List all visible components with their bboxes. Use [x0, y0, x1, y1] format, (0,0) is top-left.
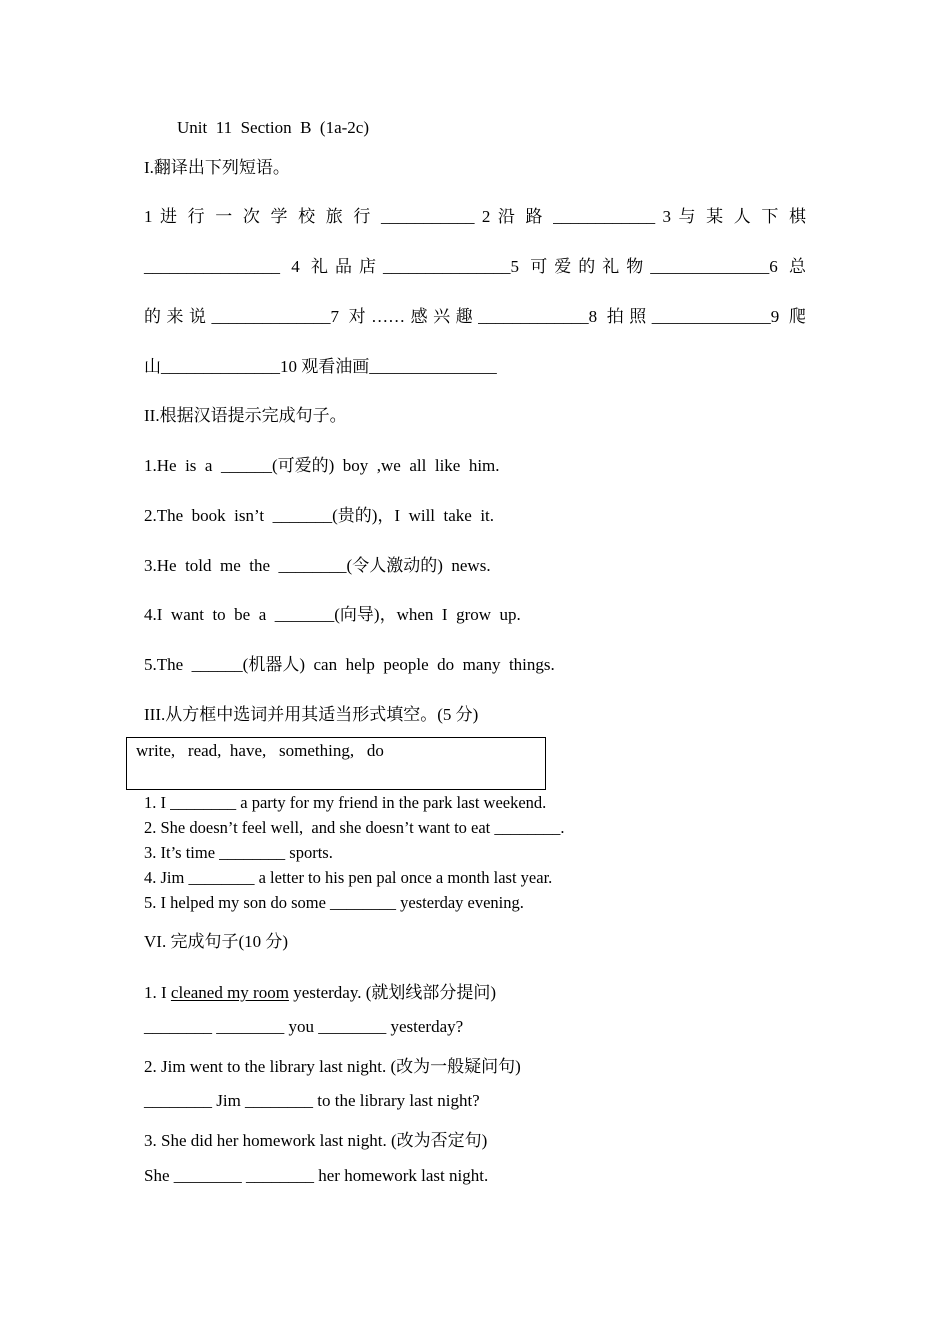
rewrite-answer-3: She ________ ________ her homework last night.	[144, 1166, 489, 1185]
q1-prefix: 1. I	[144, 983, 171, 1002]
fill-blank-item: 3. It’s time ________ sports.	[144, 843, 333, 862]
sentence-item: 5.The ______(机器人) can help people do many things.	[144, 655, 555, 674]
translation-line-3: 的来说______________7 对……感兴趣_____________8 拍照______________9 爬	[144, 307, 806, 326]
section-4-heading: VI. 完成句子(10 分)	[144, 932, 289, 951]
fill-blank-item: 1. I ________ a party for my friend in the park last weekend.	[144, 793, 547, 812]
rewrite-question-2: 2. Jim went to the library last night. (改为一般疑问句)	[144, 1057, 521, 1076]
word-box-text: write, read, have, something, do	[136, 741, 384, 760]
rewrite-answer-1: ________ ________ you ________ yesterday?	[144, 1017, 464, 1036]
section-1-heading: I.翻译出下列短语。	[144, 158, 290, 177]
fill-blank-item: 5. I helped my son do some ________ yesterday evening.	[144, 893, 524, 912]
rewrite-question-1	[144, 982, 496, 1004]
translation-line-4: 山______________10 观看油画_______________	[144, 357, 497, 376]
section-2-heading: II.根据汉语提示完成句子。	[144, 406, 347, 425]
translation-line-2: ________________ 4 礼品店_______________5 可爱的礼物______________6 总	[144, 257, 806, 276]
q1-suffix: yesterday. (就划线部分提问)	[288, 983, 497, 1002]
underlined-phrase: cleaned my room	[170, 983, 289, 1002]
translation-line-1: 1 进 行 一 次 学 校 旅 行 ___________ 2 沿 路 ____________ 3 与 某 人 下 棋	[144, 207, 806, 226]
sentence-item: 2.The book isn’t _______(贵的)，I will take it.	[144, 506, 495, 525]
fill-blank-item: 2. She doesn’t feel well, and she doesn’t want to eat ________.	[144, 818, 565, 837]
word-box	[126, 737, 546, 790]
sentence-item: 1.He is a ______(可爱的) boy ,we all like him.	[144, 456, 500, 475]
rewrite-answer-2: ________ Jim ________ to the library last night?	[144, 1091, 480, 1110]
sentence-item: 3.He told me the ________(令人激动的) news.	[144, 556, 491, 575]
sentence-item: 4.I want to be a _______(向导)，when I grow up.	[144, 605, 521, 624]
rewrite-question-3: 3. She did her homework last night. (改为否定句)	[144, 1131, 488, 1150]
fill-blank-item: 4. Jim ________ a letter to his pen pal once a month last year.	[144, 868, 553, 887]
section-3-heading: III.从方框中选词并用其适当形式填空。(5 分)	[144, 705, 479, 724]
page-title: Unit 11 Section B (1a-2c)	[177, 118, 369, 137]
